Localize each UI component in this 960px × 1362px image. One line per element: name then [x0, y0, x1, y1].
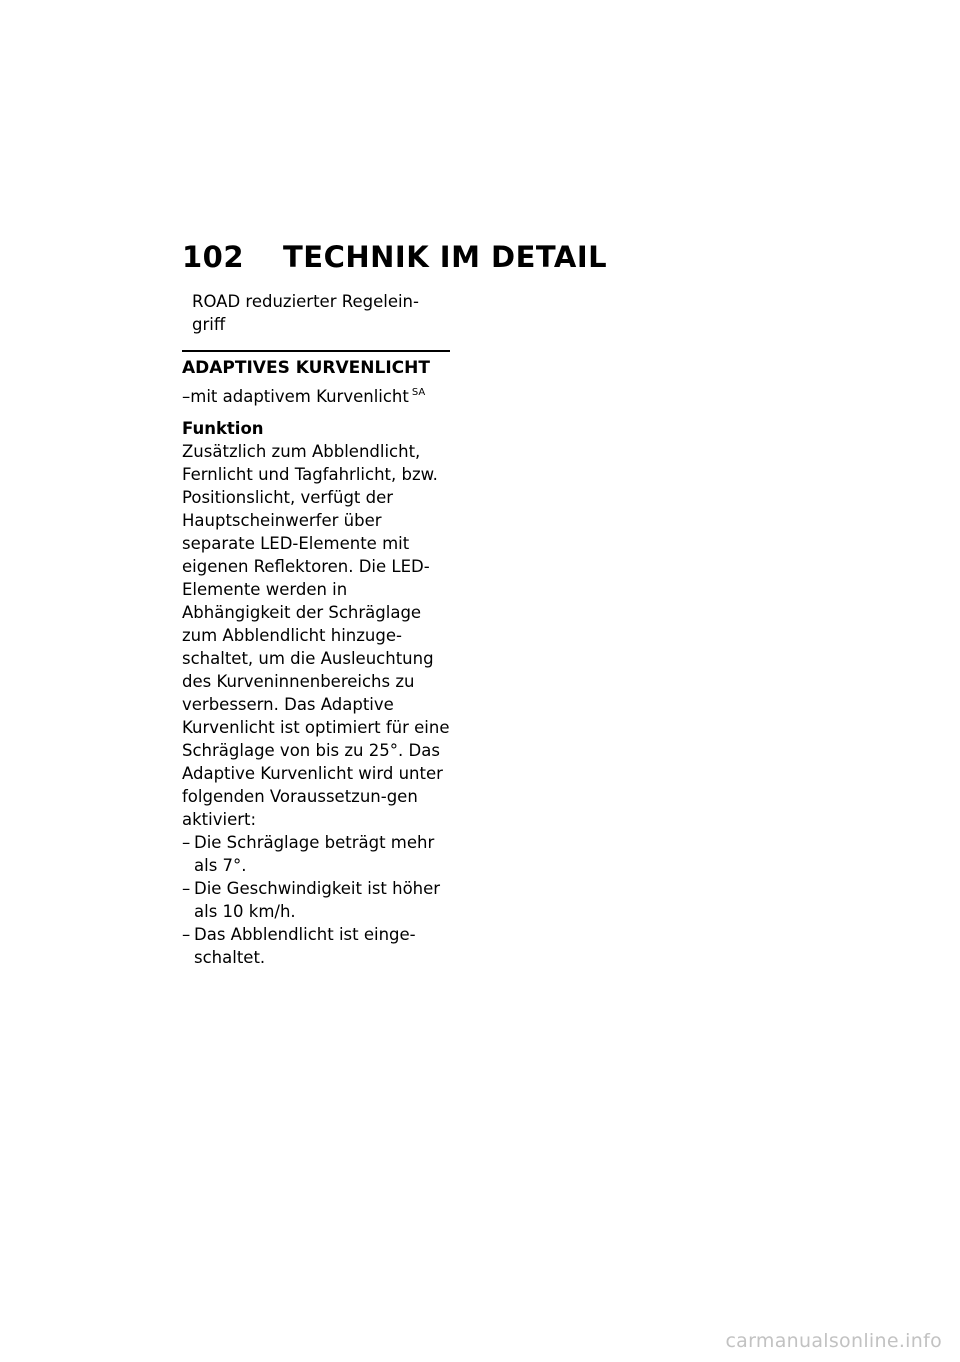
variant-line	[182, 385, 452, 408]
list-item-text: Das Abblendlicht ist einge-schaltet.	[194, 925, 416, 967]
dash-bullet: –	[182, 833, 191, 852]
section-title: ADAPTIVES KURVENLICHT	[182, 358, 430, 378]
watermark: carmanualsonline.info	[725, 1330, 942, 1352]
variant-tag: SA	[411, 387, 426, 398]
body-paragraph: Zusätzlich zum Abblendlicht, Fernlicht und Tagfahrlicht, bzw. Positionslicht, verfügt der Hauptscheinwerfer über separate LED-Elemente mit eigenen Reflektoren. Die LED-Elemente werden in Abhängigkeit der Schräglage zum Abblendlicht hinzuge-schaltet, um die Ausleuchtung des Kurveninnenbereichs zu verbessern. Das Adaptive Kurvenlicht ist optimiert für eine Schräglage von bis zu 25°. Das Adaptive Kurvenlicht wird unter folgenden Voraussetzun-gen aktiviert:	[182, 442, 450, 829]
list-item-text: Die Geschwindigkeit ist höher als 10 km/h.	[194, 879, 441, 921]
list-item	[182, 923, 452, 969]
text-column	[182, 290, 452, 969]
conditions-list	[182, 831, 452, 969]
list-item	[182, 877, 452, 923]
sub-heading: Funktion	[182, 419, 264, 438]
page-number: 102	[182, 240, 245, 274]
section-divider	[182, 350, 450, 352]
list-item-text: Die Schräglage beträgt mehr als 7°.	[194, 833, 435, 875]
carry-over-text: ROAD reduzierter Regelein- griff	[192, 292, 419, 334]
chapter-title: TECHNIK IM DETAIL	[283, 240, 608, 274]
dash-bullet: –	[182, 925, 191, 944]
list-item	[182, 831, 452, 877]
variant-text: –mit adaptivem Kurvenlicht	[182, 387, 409, 406]
dash-bullet: –	[182, 879, 191, 898]
